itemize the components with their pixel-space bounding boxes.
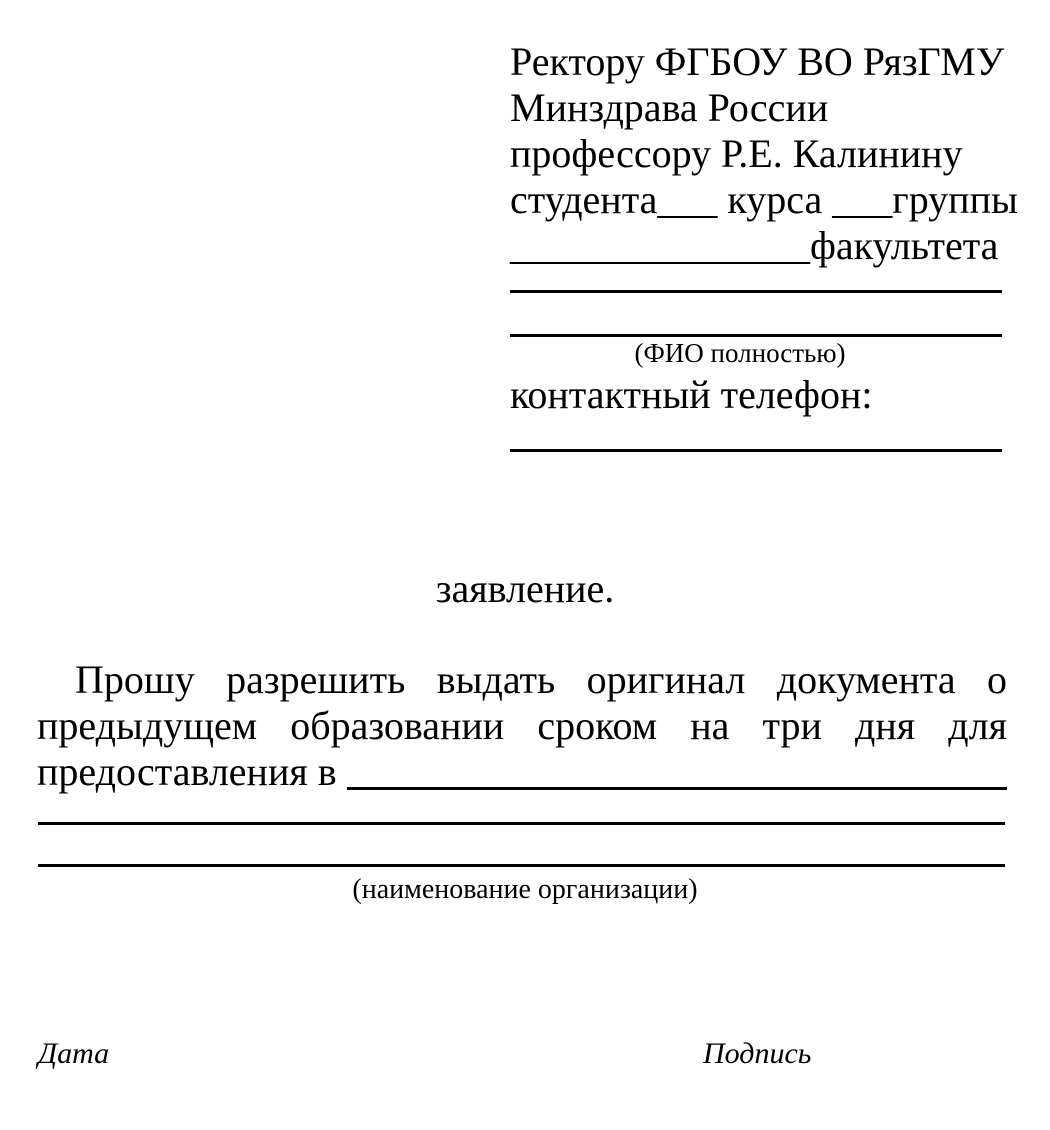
request-line-2: предыдущем образовании сроком на три дня для — [37, 703, 1007, 748]
recipient-line-1: Ректору ФГБОУ ВО РязГМУ — [510, 39, 1005, 84]
request-line-3 — [37, 749, 1007, 795]
date-label: Дата — [38, 1037, 110, 1070]
phone-blank-line — [510, 449, 1002, 452]
organization-blank-line-2 — [38, 822, 1005, 825]
organization-blank-line-3 — [38, 864, 1005, 867]
request-paragraph — [37, 657, 1007, 795]
fio-blank-line-1 — [510, 290, 1002, 293]
document-title: заявление. — [435, 566, 615, 611]
request-line-3-text: предоставления в — [37, 749, 337, 794]
recipient-line-5: _______________факультета — [510, 223, 999, 268]
recipient-line-4: студента___ курса ___группы — [510, 177, 1018, 222]
signature-label: Подпись — [703, 1037, 812, 1070]
phone-label: контактный телефон: — [510, 372, 873, 417]
fio-blank-line-2 — [510, 334, 1002, 337]
organization-blank-line-1 — [347, 787, 1007, 790]
recipient-block — [510, 39, 1018, 269]
request-line-1: Прошу разрешить выдать оригинал документа о — [75, 657, 1007, 702]
organization-caption: (наименование организации) — [352, 874, 698, 905]
recipient-line-3: профессору Р.Е. Калинину — [510, 131, 963, 176]
recipient-line-2: Минздрава России — [510, 85, 829, 130]
fio-caption: (ФИО полностью) — [634, 338, 846, 368]
